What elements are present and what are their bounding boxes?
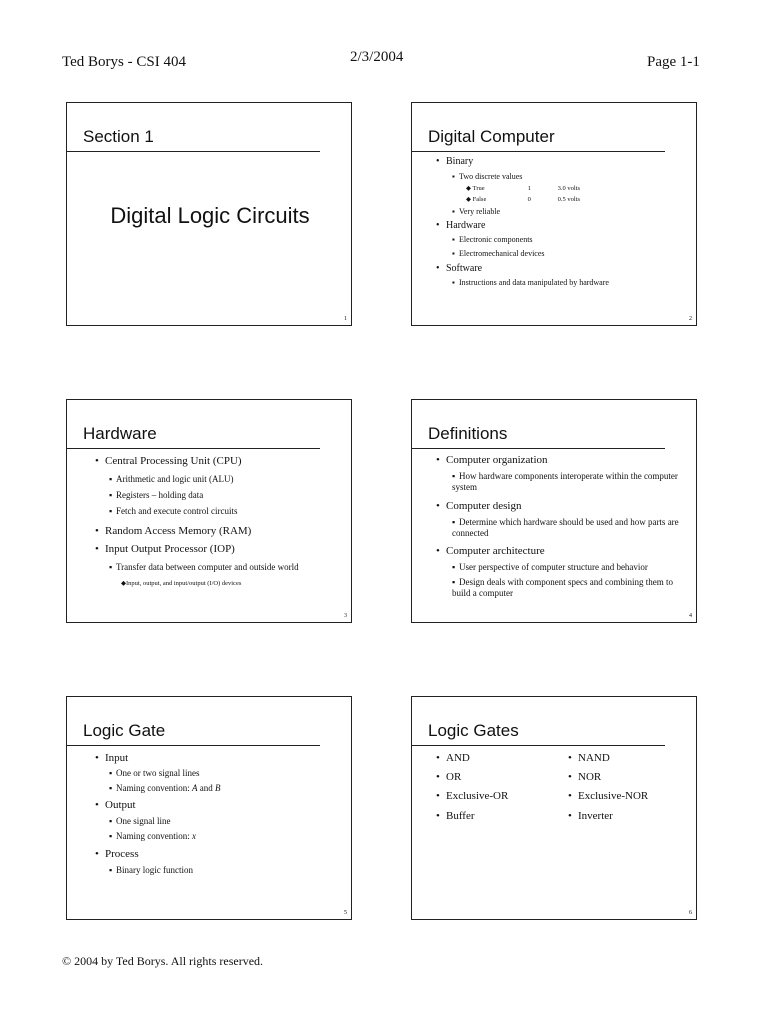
title-divider [412,151,665,152]
bullet-icon: • [95,543,99,555]
bullet-icon: • [436,220,440,231]
copyright-footer: © 2004 by Ted Borys. All rights reserved. [62,954,264,968]
list-item: • Random Access Memory (RAM) [95,525,252,537]
bullet-icon: • [95,752,99,764]
bullet-icon: • [568,790,572,802]
slide-title: Section 1 [83,127,154,146]
section-subtitle: Digital Logic Circuits [110,203,310,228]
header-date: 2/3/2004 [350,49,404,65]
bullet-icon: • [568,810,572,822]
slide-number: 3 [344,613,347,619]
title-divider [412,745,665,746]
slide-number: 5 [344,910,347,916]
list-item: • Central Processing Unit (CPU) [95,455,242,467]
header-page: Page 1-1 [647,54,700,70]
table-row: ◆ False 0 0.5 volts [466,196,581,203]
bullet-icon: • [436,545,440,557]
slide-1 [66,102,352,326]
square-bullet-icon: ▪ [452,562,456,572]
square-bullet-icon: ▪ [109,816,113,826]
list-item: ▪ Transfer data between computer and outside world [109,562,299,572]
slide-3 [66,399,352,623]
list-item: ▪ One signal line [109,816,171,826]
list-item: • Hardware [436,220,486,231]
list-item: • OR [436,771,462,783]
list-item: • Computer architecture [436,545,545,557]
square-bullet-icon: ▪ [452,278,455,287]
list-item: ▪ Very reliable [452,207,501,216]
list-item: ▪ Registers – holding data [109,490,204,500]
list-item: ▪ Fetch and execute control circuits [109,506,238,516]
slide-number: 6 [689,910,692,916]
square-bullet-icon: ▪ [452,235,455,244]
square-bullet-icon: ▪ [109,783,113,793]
square-bullet-icon: ▪ [452,249,455,258]
diamond-bullet-icon: ◆ [466,196,473,203]
slide-title: Logic Gate [83,721,166,740]
list-item: • Exclusive-OR [436,790,509,802]
slide-number: 2 [689,316,692,322]
slide-title: Digital Computer [428,127,555,146]
square-bullet-icon: ▪ [452,207,455,216]
square-bullet-icon: ▪ [452,471,456,481]
bullet-icon: • [436,752,440,764]
square-bullet-icon: ▪ [452,517,456,527]
list-item: • AND [436,752,470,764]
slide-2 [411,102,697,326]
list-item: ▪ How hardware components interoperate within the computer system [452,471,678,492]
square-bullet-icon: ▪ [109,562,113,572]
list-item: ▪ Two discrete values [452,172,523,181]
bullet-icon: • [95,799,99,811]
slide-4 [411,399,697,623]
bullet-icon: • [95,525,99,537]
list-item: • Computer organization [436,454,548,466]
list-item: • Binary [436,156,474,167]
bullet-icon: • [436,790,440,802]
list-item: • Exclusive-NOR [568,790,649,802]
list-item: ▪ Binary logic function [109,865,193,875]
diamond-bullet-icon: ◆ [466,185,473,192]
square-bullet-icon: ▪ [109,474,113,484]
bullet-icon: • [568,752,572,764]
list-item: • Inverter [568,810,613,822]
list-item: ▪ Design deals with component specs and combining them to build a computer [452,577,673,598]
list-item: • NAND [568,752,610,764]
bullet-icon: • [436,454,440,466]
bullet-icon: • [436,500,440,512]
list-item: ▪ Electromechanical devices [452,249,545,258]
list-item: • Input [95,752,129,764]
square-bullet-icon: ▪ [109,768,113,778]
title-divider [67,151,320,152]
square-bullet-icon: ▪ [452,577,456,587]
slide-title: Hardware [83,424,157,443]
list-item: • Input Output Processor (IOP) [95,543,235,555]
list-item: ▪ Naming convention: A and B [109,783,221,793]
list-item: ▪ One or two signal lines [109,768,200,778]
title-divider [412,448,665,449]
header-author-course: Ted Borys - CSI 404 [62,54,186,70]
bullet-icon: • [95,455,99,467]
slide-number: 4 [689,613,692,619]
list-item: • Buffer [436,810,475,822]
square-bullet-icon: ▪ [109,831,113,841]
list-item: ▪ Naming convention: x [109,831,196,841]
bullet-icon: • [436,156,440,167]
list-item: ◆Input, output, and input/output (I/O) devices [121,580,242,587]
slide-5 [66,696,352,920]
list-item: ▪ Arithmetic and logic unit (ALU) [109,474,234,484]
square-bullet-icon: ▪ [452,172,455,181]
bullet-icon: • [436,810,440,822]
bullet-icon: • [95,848,99,860]
bullet-icon: • [436,263,440,274]
slide-number: 1 [344,316,347,322]
list-item: ▪ Electronic components [452,235,533,244]
title-divider [67,745,320,746]
square-bullet-icon: ▪ [109,490,113,500]
diamond-bullet-icon: ◆ [121,580,126,587]
slide-title: Definitions [428,424,508,443]
list-item: ▪ User perspective of computer structure and behavior [452,562,648,572]
square-bullet-icon: ▪ [109,865,113,875]
slide-title: Logic Gates [428,721,519,740]
list-item: ▪ Determine which hardware should be used and how parts are connected [452,517,679,538]
list-item: • NOR [568,771,602,783]
bullet-icon: • [568,771,572,783]
table-row: ◆ True 1 3.0 volts [466,185,581,192]
square-bullet-icon: ▪ [109,506,113,516]
list-item: ▪ Instructions and data manipulated by hardware [452,278,609,287]
list-item: • Output [95,799,136,811]
bullet-icon: • [436,771,440,783]
list-item: • Computer design [436,500,522,512]
title-divider [67,448,320,449]
list-item: • Software [436,263,483,274]
slide-6 [411,696,697,920]
list-item: • Process [95,848,139,860]
